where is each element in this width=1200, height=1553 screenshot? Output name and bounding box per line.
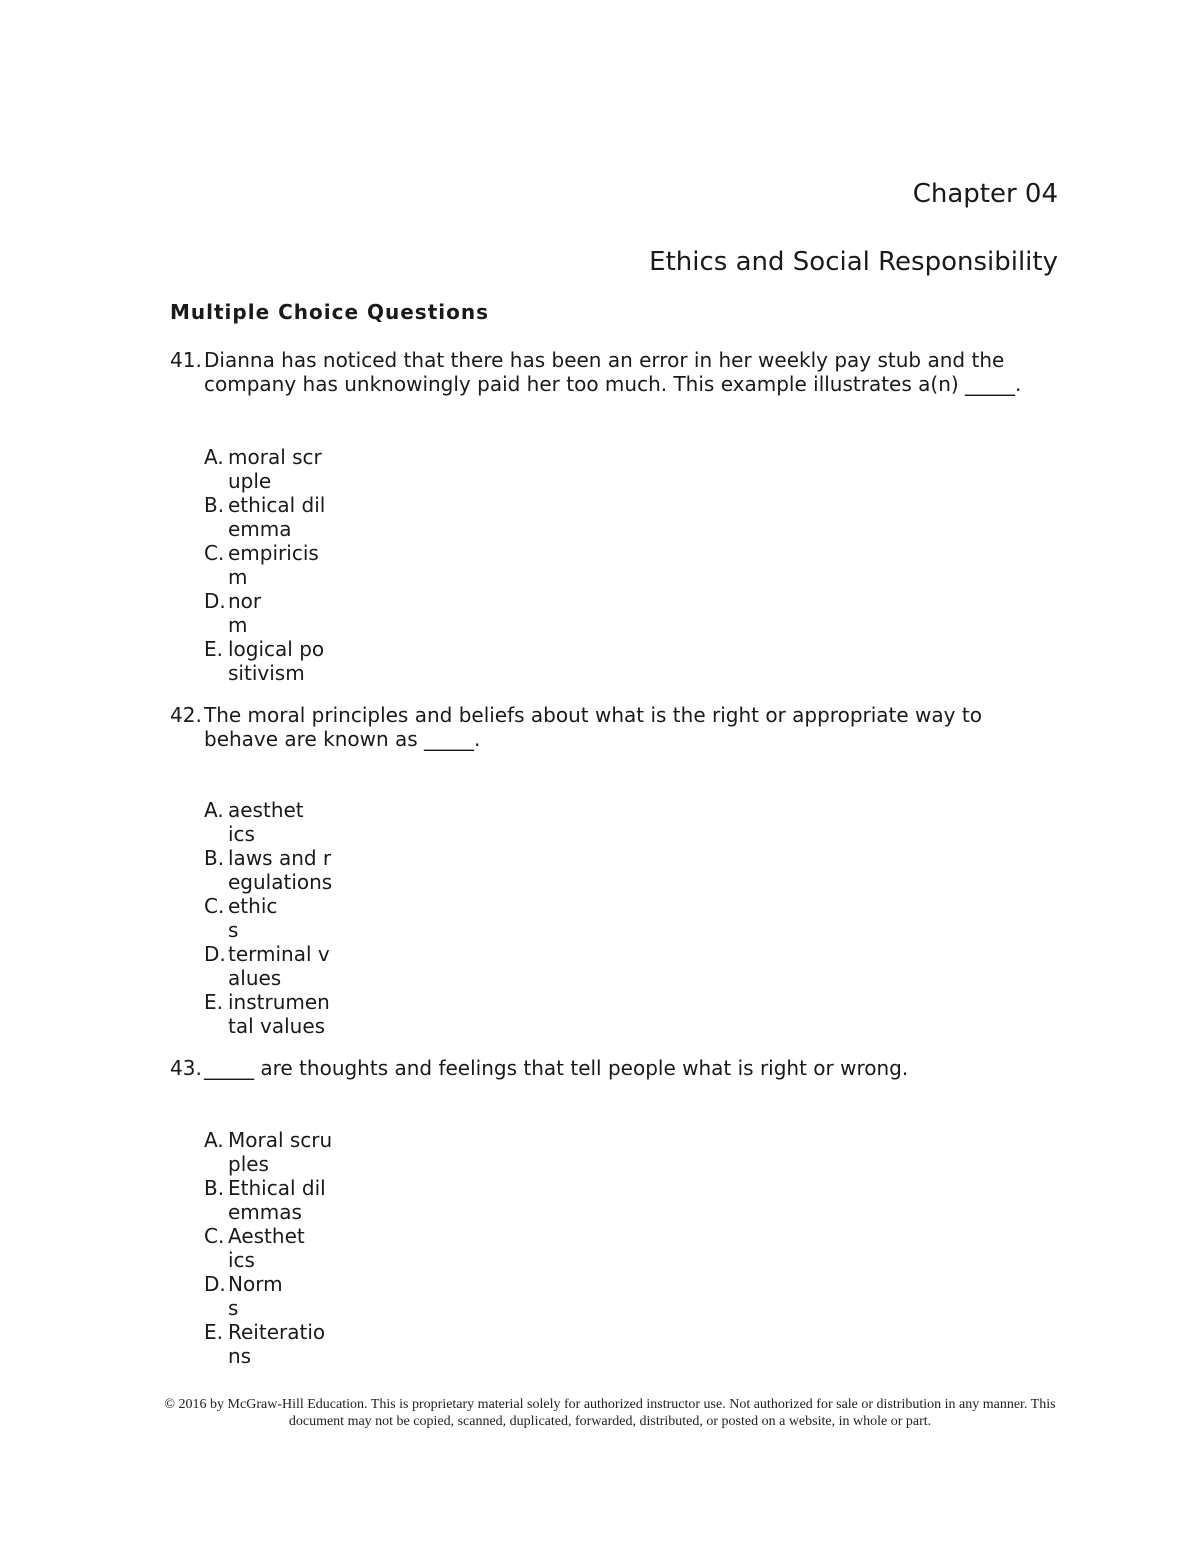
option-letter: D. [204,589,226,613]
option-letter: E. [204,637,223,661]
option-letter: C. [204,541,225,565]
question-text: Dianna has noticed that there has been an error in her weekly pay stub and the company has unknowingly paid her too much. This example illustrates a(n) _____. [204,348,1022,396]
question-41 [170,348,1050,396]
option-text: empiricism [228,541,319,589]
answer-option[interactable] [204,894,334,942]
option-letter: A. [204,1128,224,1152]
option-letter: D. [204,1272,226,1296]
question-text: The moral principles and beliefs about what is the right or appropriate way to behave are known as _____. [204,703,982,751]
option-text: terminal values [228,942,330,990]
option-text: ethical dilemma [228,493,326,541]
question-42 [170,703,1050,751]
answer-option[interactable] [204,942,334,990]
answer-option[interactable] [204,798,334,846]
copyright-footer: © 2016 by McGraw-Hill Education. This is proprietary material solely for authorized instructor use. Not authorized for sale or distribution in any manner. This document may not be copied, scanned, duplicated, forwarded, distributed, or posted on a website, in whole or part. [164,1397,1056,1429]
option-text: laws and regulations [228,846,333,894]
option-letter: E. [204,1320,223,1344]
answer-option[interactable] [204,1272,334,1320]
answer-option[interactable] [204,589,334,637]
option-text: Reiterations [228,1320,326,1368]
answer-option[interactable] [204,445,334,493]
question-text: _____ are thoughts and feelings that tell people what is right or wrong. [204,1056,909,1080]
answer-option[interactable] [204,990,334,1038]
section-title: Multiple Choice Questions [170,300,490,324]
option-text: aesthetics [228,798,304,846]
option-letter: B. [204,493,225,517]
answer-options-41 [204,445,334,685]
answer-option[interactable] [204,1320,334,1368]
chapter-title: Ethics and Social Responsibility [649,247,1058,277]
question-number: 41. [170,348,202,372]
option-text: moral scruple [228,445,322,493]
option-text: instrumental values [228,990,330,1038]
answer-option[interactable] [204,1224,334,1272]
answer-option[interactable] [204,846,334,894]
option-text: ethics [228,894,278,942]
answer-options-42 [204,798,334,1038]
chapter-heading: Chapter 04 [912,179,1058,209]
option-text: logical positivism [228,637,325,685]
question-43 [170,1056,1050,1080]
answer-option[interactable] [204,1128,334,1176]
option-letter: C. [204,894,225,918]
option-letter: A. [204,445,224,469]
answer-option[interactable] [204,637,334,685]
option-text: Aesthetics [228,1224,305,1272]
question-number: 43. [170,1056,202,1080]
option-text: Norms [228,1272,283,1320]
option-letter: B. [204,1176,225,1200]
answer-option[interactable] [204,1176,334,1224]
answer-option[interactable] [204,493,334,541]
answer-options-43 [204,1128,334,1368]
answer-option[interactable] [204,541,334,589]
option-letter: B. [204,846,225,870]
option-letter: C. [204,1224,225,1248]
question-number: 42. [170,703,202,727]
option-text: Moral scruples [228,1128,333,1176]
option-text: Ethical dilemmas [228,1176,326,1224]
option-letter: D. [204,942,226,966]
option-letter: A. [204,798,224,822]
option-text: norm [228,589,262,637]
option-letter: E. [204,990,223,1014]
